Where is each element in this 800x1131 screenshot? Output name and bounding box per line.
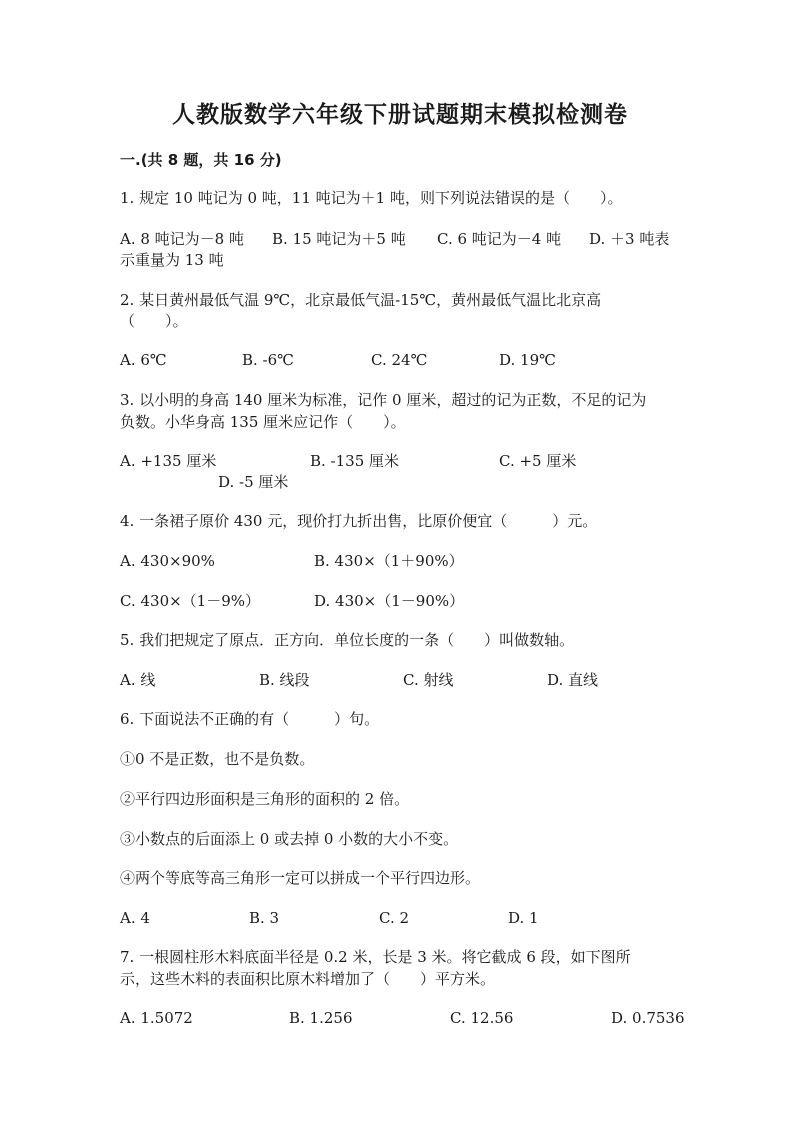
question-3-option-b: B. -135 厘米 xyxy=(310,452,400,470)
question-6-option-d: D. 1 xyxy=(508,909,539,927)
question-1-option-b: B. 15 吨记为＋5 吨 xyxy=(272,230,406,248)
question-4-option-d: D. 430×（1－90%） xyxy=(314,592,465,610)
question-1-option-d-continued: 示重量为 13 吨 xyxy=(120,251,224,269)
question-2-stem-line-1: 2. 某日黄州最低气温 9℃，北京最低气温-15℃，黄州最低气温比北京高 xyxy=(120,291,602,309)
question-5-stem: 5. 我们把规定了原点．正方向．单位长度的一条（ ）叫做数轴。 xyxy=(120,631,575,649)
question-5-option-c: C. 射线 xyxy=(403,671,454,689)
question-6-stem: 6. 下面说法不正确的有（ ）句。 xyxy=(120,710,380,728)
question-5-option-b: B. 线段 xyxy=(259,671,310,689)
question-7-stem-line-1: 7. 一根圆柱形木料底面半径是 0.2 米，长是 3 米。将它截成 6 段，如下图所 xyxy=(120,948,631,966)
question-3-stem-line-1: 3. 以小明的身高 140 厘米为标准，记作 0 厘米，超过的记为正数，不足的记为 xyxy=(120,391,647,409)
question-6-statement-1: ①0 不是正数，也不是负数。 xyxy=(120,750,315,768)
question-1-stem: 1. 规定 10 吨记为 0 吨，11 吨记为＋1 吨，则下列说法错误的是（ ）。 xyxy=(120,189,623,207)
question-3-option-c: C. +5 厘米 xyxy=(499,452,577,470)
question-6-option-c: C. 2 xyxy=(379,909,410,927)
question-1-option-c: C. 6 吨记为－4 吨 xyxy=(437,230,562,248)
question-4-option-c: C. 430×（1－9%） xyxy=(120,592,261,610)
question-5-option-a: A. 线 xyxy=(120,671,156,689)
question-2-option-b: B. -6℃ xyxy=(242,351,294,369)
question-4-stem: 4. 一条裙子原价 430 元，现价打九折出售，比原价便宜（ ）元。 xyxy=(120,512,598,530)
question-7-option-b: B. 1.256 xyxy=(289,1009,353,1027)
question-7-option-a: A. 1.5072 xyxy=(120,1009,193,1027)
question-5-option-d: D. 直线 xyxy=(547,671,599,689)
question-7-option-d: D. 0.7536 xyxy=(611,1009,685,1027)
question-2-option-a: A. 6℃ xyxy=(120,351,167,369)
question-6-option-a: A. 4 xyxy=(120,909,150,927)
section-heading: 一.(共 8 题，共 16 分) xyxy=(120,151,282,169)
question-2-option-c: C. 24℃ xyxy=(371,351,428,369)
question-3-stem-line-2: 负数。小华身高 135 厘米应记作（ ）。 xyxy=(120,413,406,431)
question-2-option-d: D. 19℃ xyxy=(499,351,556,369)
question-6-option-b: B. 3 xyxy=(249,909,280,927)
question-6-statement-4: ④两个等底等高三角形一定可以拼成一个平行四边形。 xyxy=(120,869,481,887)
question-2-stem-line-2: （ ）。 xyxy=(120,312,188,330)
question-1-option-d: D. ＋3 吨表 xyxy=(589,230,670,248)
question-6-statement-2: ②平行四边形面积是三角形的面积的 2 倍。 xyxy=(120,790,410,808)
question-4-option-a: A. 430×90% xyxy=(120,552,215,570)
page-title: 人教版数学六年级下册试题期末模拟检测卷 xyxy=(172,102,628,128)
question-3-option-d: D. -5 厘米 xyxy=(218,473,289,491)
question-7-option-c: C. 12.56 xyxy=(450,1009,514,1027)
question-4-option-b: B. 430×（1＋90%） xyxy=(314,552,464,570)
question-7-stem-line-2: 示，这些木料的表面积比原木料增加了（ ）平方米。 xyxy=(120,970,496,988)
question-6-statement-3: ③小数点的后面添上 0 或去掉 0 小数的大小不变。 xyxy=(120,830,459,848)
question-3-option-a: A. +135 厘米 xyxy=(120,452,217,470)
question-1-option-a: A. 8 吨记为－8 吨 xyxy=(120,230,244,248)
